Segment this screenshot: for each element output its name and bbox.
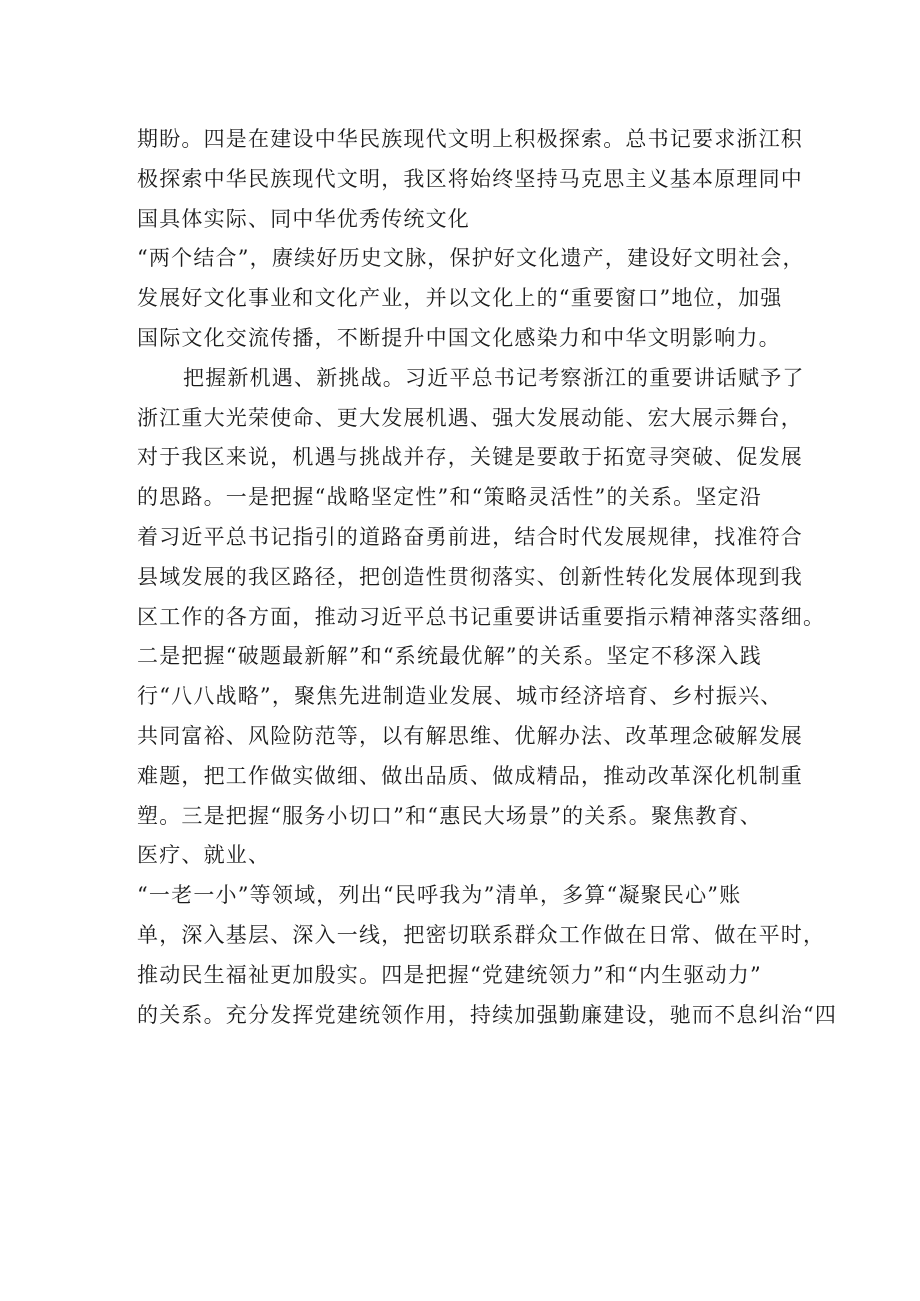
text-line: 发展好文化事业和文化产业，并以文化上的“重要窗口”地位，加强 [137,286,783,311]
text-line: 二是把握“破题最新解”和“系统最优解”的关系。坚定不移深入践 [137,644,762,669]
text-line: 医疗、就业、 [137,843,271,868]
text-line: 的关系。充分发挥党建统领作用，持续加强勤廉建设，驰而不息纠治“四 [137,1002,838,1027]
text-line: 推动民生福祉更加殷实。四是把握“党建统领力”和“内生驱动力” [137,962,762,987]
text-line: 国际文化交流传播，不断提升中国文化感染力和中华文明影响力。 [137,325,781,350]
text-line: 共同富裕、风险防范等，以有解思维、优解办法、改革理念破解发展 [137,723,803,748]
text-line: 浙江重大光荣使命、更大发展机遇、强大发展动能、宏大展示舞台， [137,405,803,430]
text-line: 区工作的各方面，推动习近平总书记重要讲话重要指示精神落实落细。 [137,604,826,629]
body-text [137,120,838,1035]
text-line: 塑。三是把握“服务小切口”和“惠民大场景”的关系。聚焦教育、 [137,803,762,828]
text-line: 行“八八战略”，聚焦先进制造业发展、城市经济培育、乡村振兴、 [137,684,783,709]
text-line: “两个结合”，赓续好历史文脉，保护好文化遗产，建设好文明社会， [137,246,805,271]
text-line: 难题，把工作做实做细、做出品质、做成精品，推动改革深化机制重 [137,763,803,788]
text-line: “一老一小”等领域，列出“民呼我为”清单，多算“凝聚民心”账 [137,883,742,908]
text-line: 着习近平总书记指引的道路奋勇前进，结合时代发展规律，找准符合 [137,524,803,549]
text-line: 国具体实际、同中华优秀传统文化 [137,206,470,231]
text-line: 极探索中华民族现代文明，我区将始终坚持马克思主义基本原理同中 [137,166,803,191]
text-line: 单，深入基层、深入一线，把密切联系群众工作做在日常、做在平时， [137,922,826,947]
text-line: 县域发展的我区路径，把创造性贯彻落实、创新性转化发展体现到我 [137,564,803,589]
text-line: 的思路。一是把握“战略坚定性”和“策略灵活性”的关系。坚定沿 [137,485,762,510]
text-line: 对于我区来说，机遇与挑战并存，关键是要敢于拓宽寻突破、促发展 [137,445,803,470]
text-line: 期盼。四是在建设中华民族现代文明上积极探索。总书记要求浙江积 [137,127,803,151]
paragraph-start-line: 把握新机遇、新挑战。习近平总书记考察浙江的重要讲话赋予了 [183,365,805,390]
